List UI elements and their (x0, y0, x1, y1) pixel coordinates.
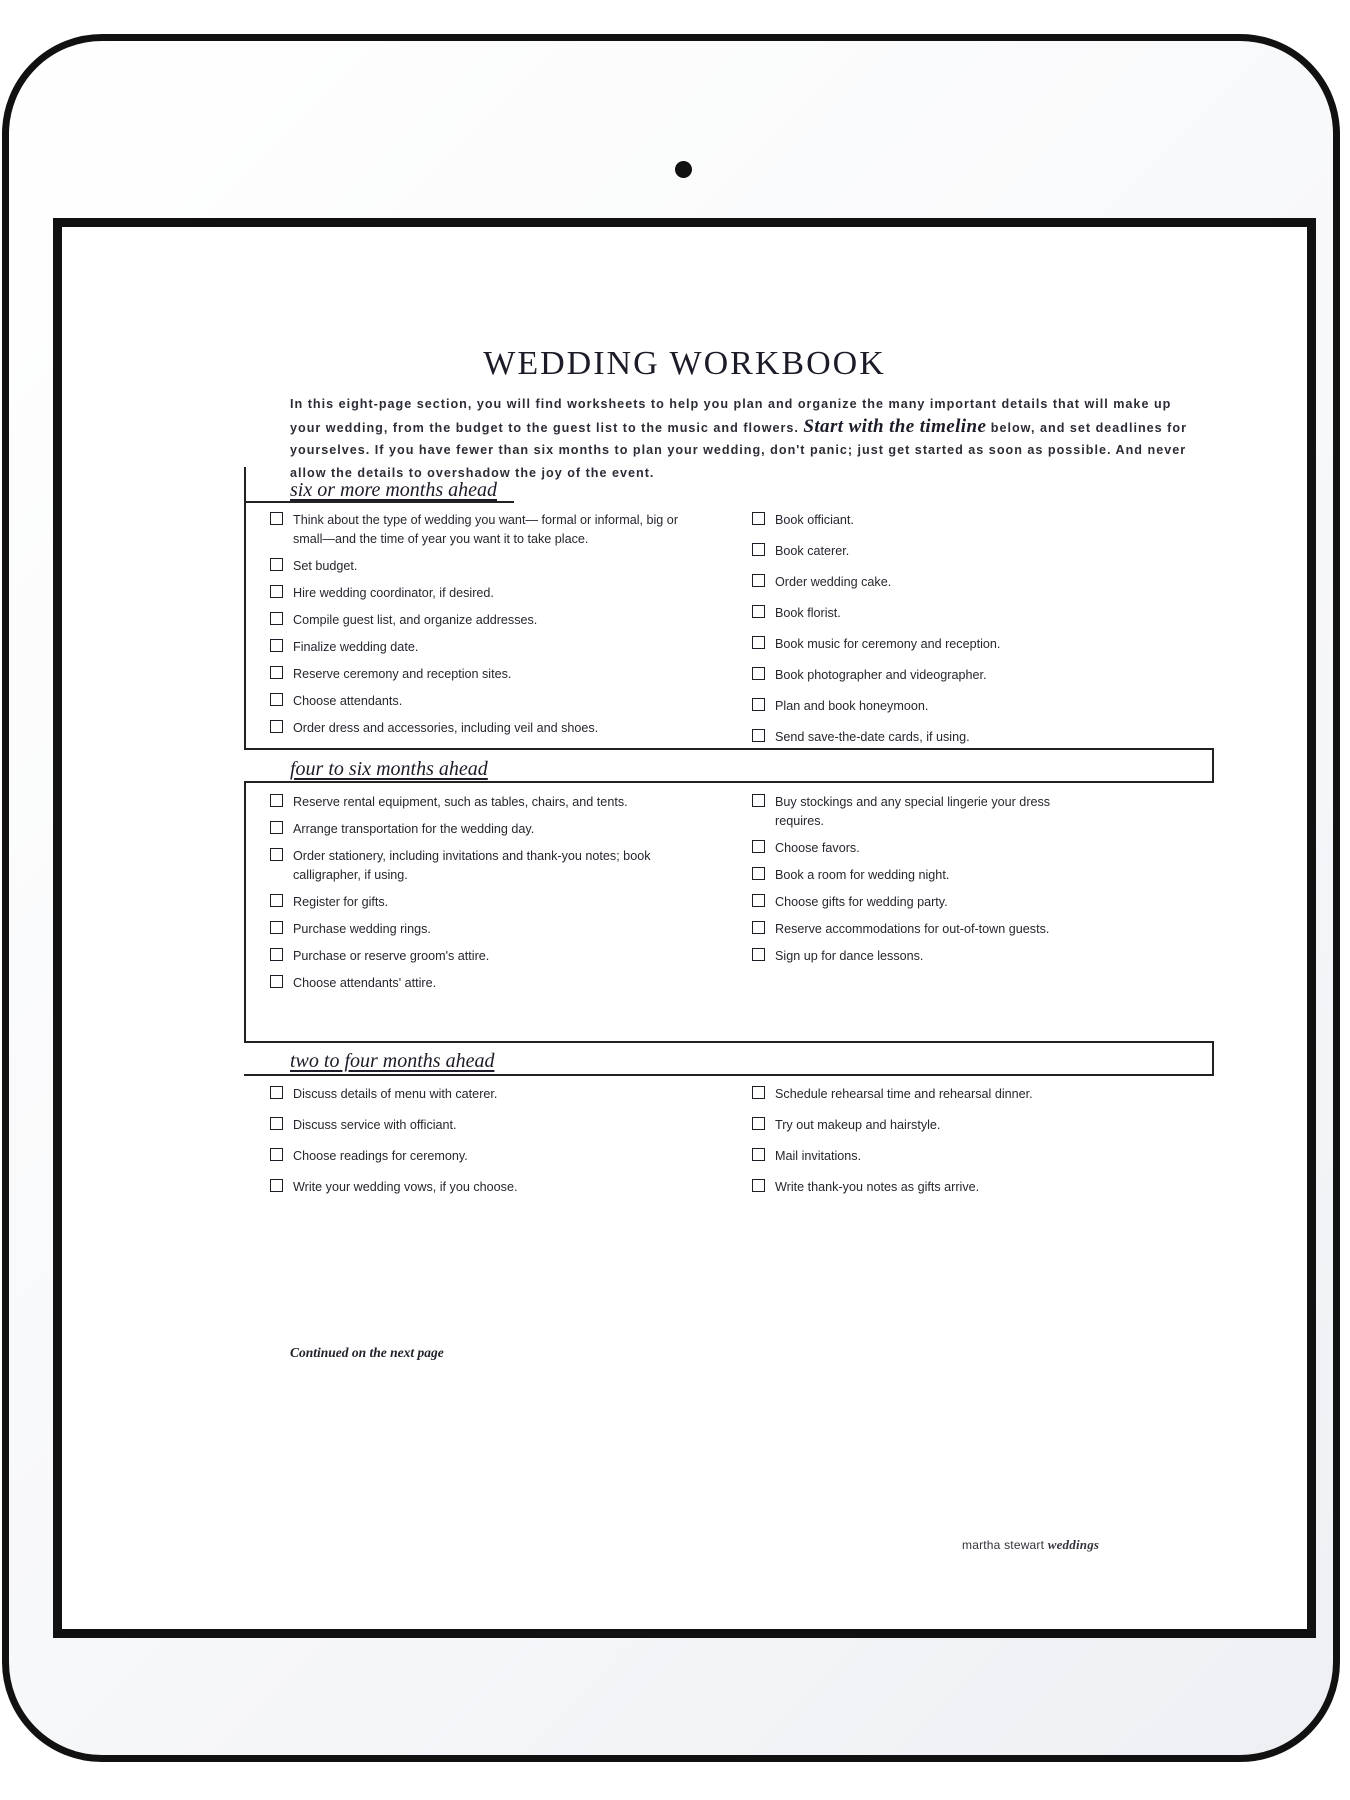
checkbox[interactable] (270, 512, 283, 525)
checklist-item[interactable]: Buy stockings and any special lingerie your dress requires. (752, 793, 1082, 830)
checklist-item[interactable]: Book florist. (752, 604, 1152, 623)
checklist-item[interactable]: Purchase or reserve groom's attire. (270, 947, 690, 966)
continued-note: Continued on the next page (290, 1345, 444, 1360)
section-heading: six or more months ahead (290, 479, 498, 501)
checklist-item[interactable]: Choose gifts for wedding party. (752, 893, 1082, 912)
checklist-item[interactable]: Order stationery, including invitations and thank-you notes; book calligrapher, if using. (270, 847, 690, 884)
checkbox[interactable] (752, 1148, 765, 1161)
checkbox[interactable] (270, 794, 283, 807)
checkbox[interactable] (270, 821, 283, 834)
section-rule (244, 1074, 1214, 1076)
checkbox[interactable] (270, 1148, 283, 1161)
footer-brand (962, 1537, 1099, 1553)
checklist-item[interactable]: Finalize wedding date. (270, 638, 690, 657)
checklist-item[interactable]: Book photographer and videographer. (752, 666, 1152, 685)
tablet-screen (53, 218, 1316, 1638)
checkbox[interactable] (752, 794, 765, 807)
checkbox[interactable] (752, 543, 765, 556)
checklist-column-right (752, 1085, 1152, 1209)
checklist-item[interactable]: Write thank-you notes as gifts arrive. (752, 1178, 1152, 1197)
checkbox[interactable] (752, 840, 765, 853)
checklist-item[interactable]: Purchase wedding rings. (270, 920, 690, 939)
checkbox[interactable] (752, 698, 765, 711)
checkbox[interactable] (752, 1086, 765, 1099)
checklist-column-left (270, 793, 690, 1001)
checklist-item[interactable]: Mail invitations. (752, 1147, 1152, 1166)
checkbox[interactable] (752, 729, 765, 742)
section-heading: two to four months ahead (290, 1050, 495, 1072)
intro-text: In this eight-page section, you will find worksheets to help you plan and organize the many important details that will make up your wedding, from the budget to the guest list to the music and flowers. (290, 397, 1172, 435)
checkbox[interactable] (752, 574, 765, 587)
checkbox[interactable] (270, 639, 283, 652)
intro-paragraph (290, 393, 1200, 484)
section-rule (1212, 748, 1214, 783)
checklist-item[interactable]: Try out makeup and hairstyle. (752, 1116, 1152, 1135)
checklist-item[interactable]: Reserve ceremony and reception sites. (270, 665, 690, 684)
checkbox[interactable] (752, 512, 765, 525)
checkbox[interactable] (752, 667, 765, 680)
checklist-item[interactable]: Send save-the-date cards, if using. (752, 728, 1152, 747)
checklist-item[interactable]: Write your wedding vows, if you choose. (270, 1178, 690, 1197)
checklist-item[interactable]: Sign up for dance lessons. (752, 947, 1082, 966)
checklist-item[interactable]: Think about the type of wedding you want— formal or informal, big or small—and the time of year you want it to take place. (270, 511, 690, 548)
checklist-item[interactable]: Set budget. (270, 557, 690, 576)
checklist-item[interactable]: Hire wedding coordinator, if desired. (270, 584, 690, 603)
checkbox[interactable] (270, 720, 283, 733)
section-rule (244, 781, 246, 1043)
checkbox[interactable] (270, 585, 283, 598)
checklist-item[interactable]: Arrange transportation for the wedding day. (270, 820, 690, 839)
checkbox[interactable] (752, 636, 765, 649)
page-title: WEDDING WORKBOOK (483, 345, 886, 382)
checklist-item[interactable]: Order wedding cake. (752, 573, 1152, 592)
checklist-item[interactable]: Plan and book honeymoon. (752, 697, 1152, 716)
checklist-item[interactable]: Discuss service with officiant. (270, 1116, 690, 1135)
section-rule (244, 467, 246, 750)
checkbox[interactable] (270, 693, 283, 706)
checklist-item[interactable]: Order dress and accessories, including veil and shoes. (270, 719, 690, 738)
workbook-page (62, 227, 1307, 1629)
checkbox[interactable] (270, 558, 283, 571)
footer-brand-emphasis: weddings (1047, 1537, 1100, 1552)
checklist-item[interactable]: Reserve accommodations for out-of-town guests. (752, 920, 1082, 939)
checkbox[interactable] (270, 1117, 283, 1130)
checkbox[interactable] (270, 894, 283, 907)
checklist-column-right (752, 793, 1082, 974)
checkbox[interactable] (752, 948, 765, 961)
section-rule (244, 781, 1214, 783)
checklist-item[interactable]: Book a room for wedding night. (752, 866, 1082, 885)
front-camera-icon (675, 161, 692, 178)
checkbox[interactable] (270, 921, 283, 934)
footer-brand-name: martha stewart (962, 1538, 1045, 1552)
checklist-item[interactable]: Book music for ceremony and reception. (752, 635, 1152, 654)
checklist-item[interactable]: Reserve rental equipment, such as tables, chairs, and tents. (270, 793, 690, 812)
checkbox[interactable] (270, 975, 283, 988)
checkbox[interactable] (270, 848, 283, 861)
checklist-item[interactable]: Choose favors. (752, 839, 1082, 858)
checkbox[interactable] (752, 605, 765, 618)
tablet-frame (2, 34, 1340, 1762)
checklist-item[interactable]: Schedule rehearsal time and rehearsal dinner. (752, 1085, 1152, 1104)
intro-emphasis: Start with the timeline (803, 415, 987, 437)
section-rule (1212, 1041, 1214, 1076)
section-rule (244, 501, 514, 503)
checklist-item[interactable]: Book caterer. (752, 542, 1152, 561)
checkbox[interactable] (752, 921, 765, 934)
checkbox[interactable] (752, 894, 765, 907)
checkbox[interactable] (270, 612, 283, 625)
checkbox[interactable] (752, 867, 765, 880)
checklist-item[interactable]: Choose attendants. (270, 692, 690, 711)
checklist-column-right (752, 511, 1152, 759)
section-heading: four to six months ahead (290, 758, 488, 780)
checklist-column-left (270, 511, 690, 746)
checklist-item[interactable]: Choose readings for ceremony. (270, 1147, 690, 1166)
checkbox[interactable] (270, 948, 283, 961)
section-rule (244, 1041, 1214, 1043)
checklist-item[interactable]: Choose attendants' attire. (270, 974, 690, 993)
intro-text-continued: below, and set deadlines for yourselves. If you have fewer than six months to plan your wedding, don't panic; just get started as soon as possible. And never allow the details to overshadow the joy of the event. (290, 420, 1187, 480)
checklist-item[interactable]: Register for gifts. (270, 893, 690, 912)
checklist-item[interactable]: Book officiant. (752, 511, 1152, 530)
checkbox[interactable] (270, 1086, 283, 1099)
checklist-item[interactable]: Compile guest list, and organize addresses. (270, 611, 690, 630)
checkbox[interactable] (270, 666, 283, 679)
checkbox[interactable] (270, 1179, 283, 1192)
checkbox[interactable] (752, 1179, 765, 1192)
checklist-item[interactable]: Discuss details of menu with caterer. (270, 1085, 690, 1104)
checklist-column-left (270, 1085, 690, 1209)
checkbox[interactable] (752, 1117, 765, 1130)
